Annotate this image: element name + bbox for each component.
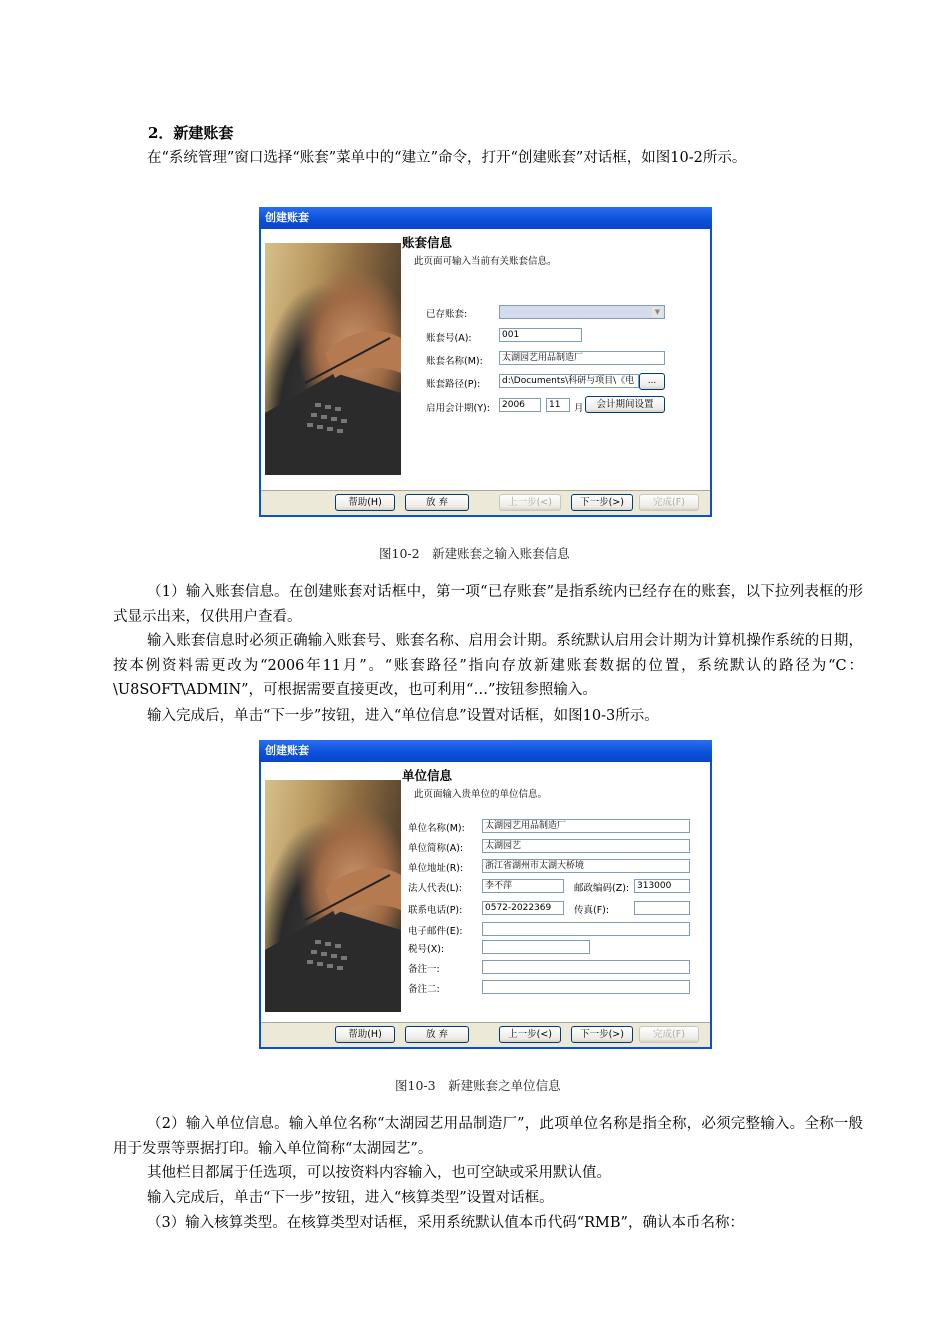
section-title: 账套信息 — [402, 235, 453, 250]
previous-button[interactable]: 上一步(<) — [499, 1026, 561, 1043]
postcode-label: 邮政编码(Z): — [574, 883, 630, 894]
unit-address-field[interactable]: 浙江省湖州市太湖大桥境 — [482, 859, 690, 873]
unit-abbr-field[interactable]: 太湖园艺 — [482, 839, 690, 853]
help-button[interactable]: 帮助(H) — [335, 494, 395, 511]
existing-account-label: 已存账套: — [426, 309, 468, 320]
month-unit-label: 月 — [574, 403, 584, 414]
paragraph-5: 其他栏目都属于任选项，可以按资料内容输入，也可空缺或采用默认值。 — [147, 1165, 611, 1181]
next-button[interactable]: 下一步(>) — [571, 494, 633, 511]
remark-2-field[interactable] — [482, 980, 690, 994]
unit-name-label: 单位名称(M): — [408, 823, 465, 834]
section-description: 此页面输入贵单位的单位信息。 — [414, 789, 548, 800]
email-field[interactable] — [482, 922, 690, 936]
paragraph-4: （2）输入单位信息。输入单位名称“太湖园艺用品制造厂”，此项单位名称是指全称，必须完整输入。全称一般用于发票等票据打印。输入单位简称“太湖园艺”。 — [113, 1116, 863, 1157]
account-number-label: 账套号(A): — [426, 333, 472, 344]
tax-number-field[interactable] — [482, 940, 590, 954]
dialog-footer — [261, 1022, 710, 1047]
next-button[interactable]: 下一步(>) — [571, 1026, 633, 1043]
help-button[interactable]: 帮助(H) — [335, 1026, 395, 1043]
paragraph-1: （1）输入账套信息。在创建账套对话框中，第一项“已存账套”是指系统内已经存在的账套，以下拉列表框的形式显示出来，仅供用户查看。 — [113, 584, 863, 625]
remark-2-label: 备注二: — [408, 984, 440, 995]
fax-label: 传真(F): — [574, 905, 610, 916]
finish-button[interactable]: 完成(F) — [639, 494, 699, 511]
postcode-field[interactable]: 313000 — [634, 879, 690, 893]
cancel-button[interactable]: 放 弃 — [405, 494, 469, 511]
account-name-field[interactable]: 太湖园艺用品制造厂 — [499, 351, 665, 365]
cancel-button[interactable]: 放 弃 — [405, 1026, 469, 1043]
tax-number-label: 税号(X): — [408, 944, 445, 955]
period-settings-button[interactable]: 会计期间设置 — [585, 396, 665, 413]
chevron-down-icon: ▼ — [652, 307, 663, 317]
figure-caption-2: 图10-3 新建账套之单位信息 — [395, 1078, 561, 1093]
create-account-dialog-1 — [259, 207, 712, 517]
paragraph-7: （3）输入核算类型。在核算类型对话框，采用系统默认值本币代码“RMB”，确认本币名称： — [147, 1215, 744, 1231]
previous-button[interactable]: 上一步(<) — [499, 494, 561, 511]
paragraph-6: 输入完成后，单击“下一步”按钮，进入“核算类型”设置对话框。 — [147, 1190, 554, 1206]
fax-field[interactable] — [634, 901, 690, 915]
account-number-field[interactable]: 001 — [499, 328, 582, 342]
remark-1-label: 备注一: — [408, 964, 440, 975]
decorative-photo — [265, 243, 401, 475]
decorative-photo — [265, 780, 401, 1012]
unit-abbr-label: 单位简称(A): — [408, 843, 464, 854]
email-label: 电子邮件(E): — [408, 926, 463, 937]
section-title: 单位信息 — [402, 768, 453, 783]
paragraph-3: 输入完成后，单击“下一步”按钮，进入“单位信息”设置对话框，如图10-3所示。 — [147, 708, 659, 724]
finish-button[interactable]: 完成(F) — [639, 1026, 699, 1043]
section-description: 此页面可输入当前有关账套信息。 — [414, 256, 557, 267]
section-heading: 2．新建账套 — [148, 124, 234, 142]
dialog-title: 创建账套 — [259, 740, 712, 762]
unit-name-field[interactable]: 太湖园艺用品制造厂 — [482, 819, 690, 833]
legal-rep-field[interactable]: 李不萍 — [482, 879, 564, 893]
paragraph-2: 输入账套信息时必须正确输入账套号、账套名称、启用会计期。系统默认启用会计期为计算机操作系统的日期，按本例资料需更改为“2006年11月”。“账套路径”指向存放新建账套数据的位置，系统默认的路径为“C：\U8SOFT\ADMIN”，可根据需要直接更改，也可利用“…”按钮参照输入。 — [113, 633, 863, 698]
figure-caption-1: 图10-2 新建账套之输入账套信息 — [379, 546, 570, 561]
phone-label: 联系电话(P): — [408, 905, 463, 916]
dialog-title: 创建账套 — [259, 207, 712, 229]
create-account-dialog-2 — [259, 740, 712, 1049]
browse-button[interactable]: ... — [639, 373, 665, 390]
phone-field[interactable]: 0572-2022369 — [482, 901, 564, 915]
remark-1-field[interactable] — [482, 960, 690, 974]
unit-address-label: 单位地址(R): — [408, 863, 464, 874]
account-name-label: 账套名称(M): — [426, 356, 483, 367]
paragraph-intro: 在“系统管理”窗口选择“账套”菜单中的“建立”命令，打开“创建账套”对话框，如图10-2所示。 — [147, 150, 747, 166]
legal-rep-label: 法人代表(L): — [408, 883, 462, 894]
account-path-label: 账套路径(P): — [426, 379, 481, 390]
existing-account-dropdown[interactable] — [499, 305, 665, 319]
start-period-label: 启用会计期(Y): — [426, 403, 490, 414]
dialog-footer — [261, 490, 710, 515]
start-month-field[interactable]: 11 — [546, 398, 570, 412]
start-year-field[interactable]: 2006 — [499, 398, 541, 412]
account-path-field[interactable]: d:\Documents\科研与项目\《电 — [499, 374, 639, 388]
